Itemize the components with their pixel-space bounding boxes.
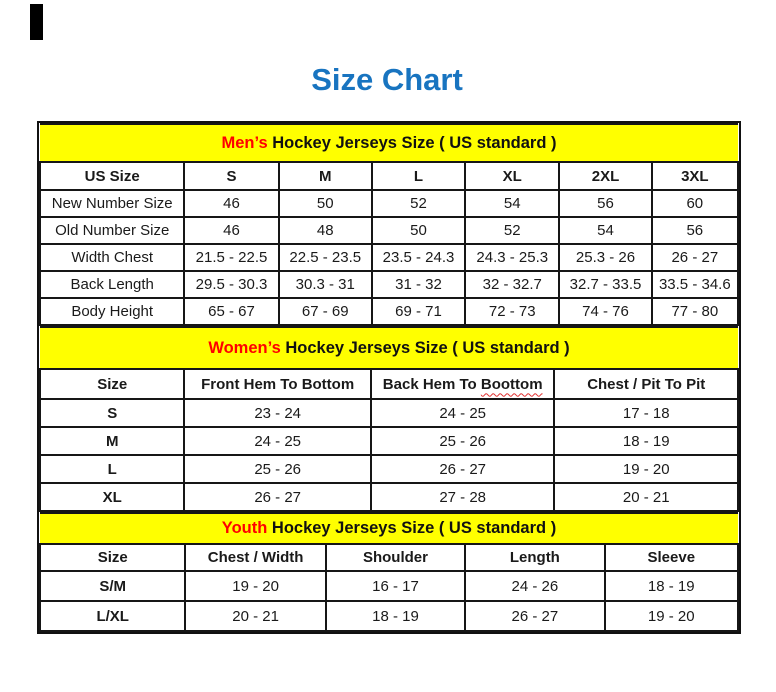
table-cell: 26 - 27 (371, 455, 555, 483)
table-cell: 52 (465, 217, 559, 244)
youth-banner-text: Hockey Jerseys Size ( US standard ) (267, 519, 557, 537)
womens-banner-highlight: Women’s (208, 338, 281, 357)
row-label: Body Height (40, 298, 184, 325)
table-cell: 19 - 20 (605, 601, 738, 631)
text-cursor-mark (30, 4, 43, 40)
table-row-width-chest (40, 244, 738, 271)
column-header-l: L (372, 162, 465, 190)
youth-banner-highlight: Youth (221, 519, 268, 537)
column-header-front-hem: Front Hem To Bottom (184, 369, 371, 399)
table-cell: 17 - 18 (554, 399, 738, 427)
table-cell: 52 (372, 190, 465, 217)
youth-section-banner (40, 513, 738, 544)
table-cell: 26 - 27 (184, 483, 371, 511)
table-cell: 31 - 32 (372, 271, 465, 298)
row-label: Back Length (40, 271, 184, 298)
row-label: S (40, 399, 184, 427)
column-header-3xl: 3XL (652, 162, 738, 190)
table-cell: 77 - 80 (652, 298, 738, 325)
table-cell: 46 (184, 217, 278, 244)
table-cell: 23.5 - 24.3 (372, 244, 465, 271)
table-cell: 19 - 20 (554, 455, 738, 483)
column-header-chest-width: Chest / Width (185, 544, 325, 571)
column-header-sleeve: Sleeve (605, 544, 738, 571)
womens-section-banner (40, 327, 738, 369)
column-header-2xl: 2XL (559, 162, 651, 190)
table-cell: 25.3 - 26 (559, 244, 651, 271)
table-cell: 25 - 26 (184, 455, 371, 483)
table-cell: 69 - 71 (372, 298, 465, 325)
column-header-length: Length (465, 544, 604, 571)
womens-banner-row (40, 327, 738, 369)
table-cell: 21.5 - 22.5 (184, 244, 278, 271)
table-row-old-number-size (40, 217, 738, 244)
table-cell: 18 - 19 (605, 571, 738, 601)
table-cell: 50 (372, 217, 465, 244)
column-header-xl: XL (465, 162, 559, 190)
row-label: XL (40, 483, 184, 511)
table-cell: 33.5 - 34.6 (652, 271, 738, 298)
table-cell: 16 - 17 (326, 571, 465, 601)
table-cell: 20 - 21 (185, 601, 325, 631)
table-cell: 24 - 25 (184, 427, 371, 455)
table-row-women-l (40, 455, 738, 483)
table-cell: 25 - 26 (371, 427, 555, 455)
table-cell: 32.7 - 33.5 (559, 271, 651, 298)
mens-banner-row (40, 124, 738, 162)
column-header-back-hem (371, 369, 555, 399)
table-cell: 56 (652, 217, 738, 244)
youth-banner-row (40, 513, 738, 544)
table-cell: 19 - 20 (185, 571, 325, 601)
table-cell: 48 (279, 217, 372, 244)
mens-section-banner (40, 124, 738, 162)
table-cell: 60 (652, 190, 738, 217)
page-title: Size Chart (311, 62, 463, 97)
table-cell: 30.3 - 31 (279, 271, 372, 298)
table-row-youth-sm (40, 571, 738, 601)
column-header-us-size: US Size (40, 162, 184, 190)
row-label: M (40, 427, 184, 455)
table-cell: 72 - 73 (465, 298, 559, 325)
mens-size-table (39, 123, 739, 326)
row-label: S/M (40, 571, 185, 601)
mens-header-row (40, 162, 738, 190)
table-cell: 50 (279, 190, 372, 217)
table-cell: 54 (559, 217, 651, 244)
youth-header-row (40, 544, 738, 571)
row-label: New Number Size (40, 190, 184, 217)
table-row-women-xl (40, 483, 738, 511)
table-cell: 67 - 69 (279, 298, 372, 325)
row-label: L/XL (40, 601, 185, 631)
table-cell: 32 - 32.7 (465, 271, 559, 298)
table-row-new-number-size (40, 190, 738, 217)
table-cell: 74 - 76 (559, 298, 651, 325)
row-label: Width Chest (40, 244, 184, 271)
table-cell: 27 - 28 (371, 483, 555, 511)
table-cell: 23 - 24 (184, 399, 371, 427)
youth-size-table (39, 512, 739, 632)
table-cell: 56 (559, 190, 651, 217)
table-row-women-m (40, 427, 738, 455)
column-header-m: M (279, 162, 372, 190)
table-row-back-length (40, 271, 738, 298)
table-cell: 18 - 19 (326, 601, 465, 631)
table-cell: 54 (465, 190, 559, 217)
table-cell: 24 - 25 (371, 399, 555, 427)
column-header-shoulder: Shoulder (326, 544, 465, 571)
table-cell: 65 - 67 (184, 298, 278, 325)
row-label: L (40, 455, 184, 483)
table-row-women-s (40, 399, 738, 427)
table-cell: 46 (184, 190, 278, 217)
table-row-youth-lxl (40, 601, 738, 631)
table-cell: 18 - 19 (554, 427, 738, 455)
size-chart-tables (37, 121, 741, 634)
column-header-size: Size (40, 544, 185, 571)
table-cell: 26 - 27 (652, 244, 738, 271)
table-row-body-height (40, 298, 738, 325)
womens-banner-text: Hockey Jerseys Size ( US standard ) (280, 338, 570, 357)
mens-banner-text: Hockey Jerseys Size ( US standard ) (267, 133, 557, 152)
table-cell: 26 - 27 (465, 601, 604, 631)
back-hem-prefix: Back Hem To (382, 375, 481, 393)
table-cell: 20 - 21 (554, 483, 738, 511)
column-header-s: S (184, 162, 278, 190)
column-header-chest-pit: Chest / Pit To Pit (554, 369, 738, 399)
womens-header-row (40, 369, 738, 399)
mens-banner-highlight: Men’s (221, 133, 268, 152)
table-cell: 29.5 - 30.3 (184, 271, 278, 298)
table-cell: 24.3 - 25.3 (465, 244, 559, 271)
table-cell: 24 - 26 (465, 571, 604, 601)
back-hem-misspelled-word: Boottom (480, 375, 543, 393)
column-header-size: Size (40, 369, 184, 399)
table-cell: 22.5 - 23.5 (279, 244, 372, 271)
row-label: Old Number Size (40, 217, 184, 244)
womens-size-table (39, 326, 739, 512)
